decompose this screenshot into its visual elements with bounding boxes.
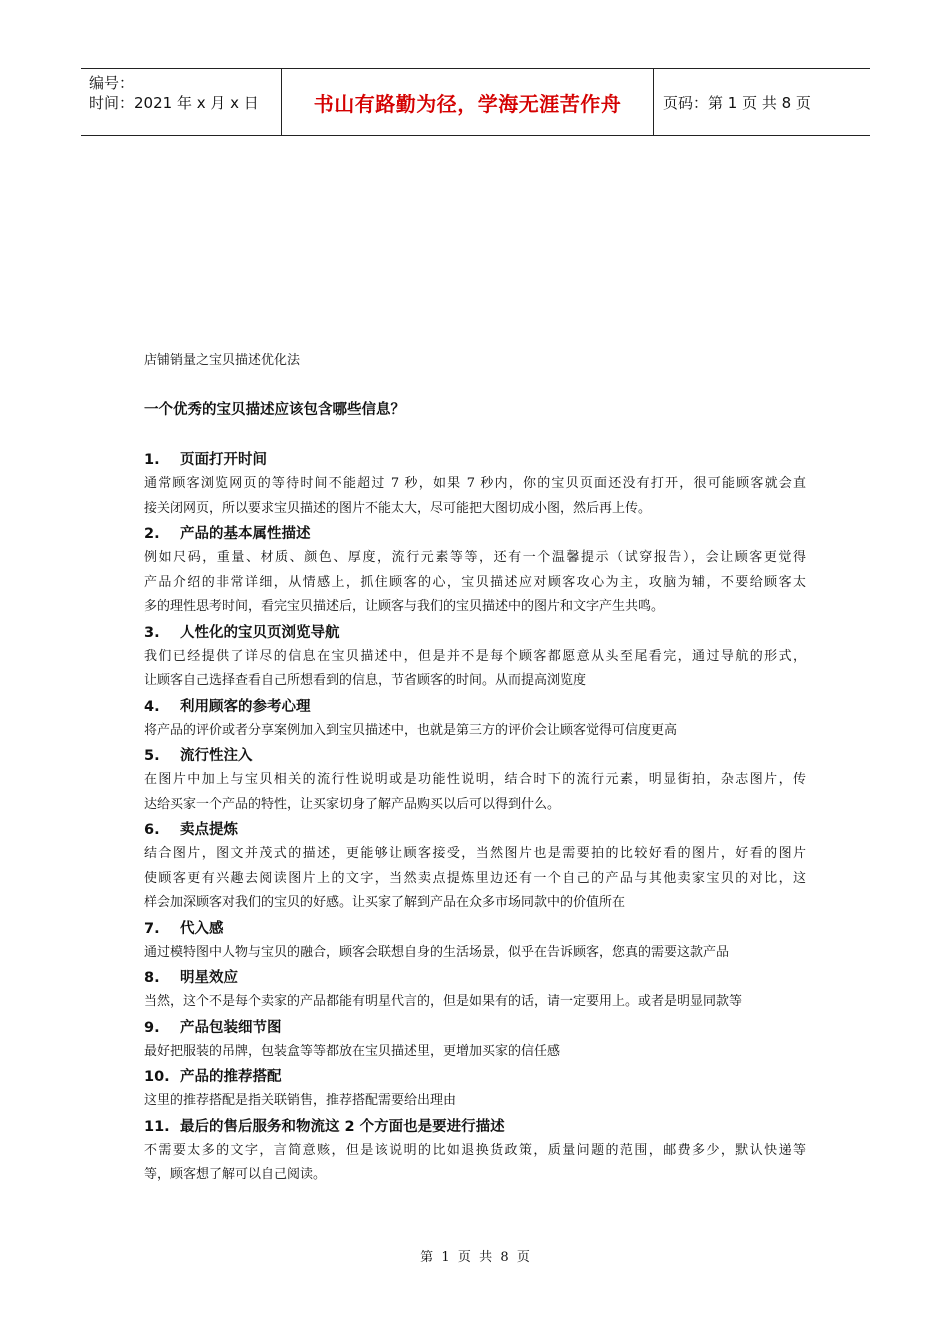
section-heading (144, 1117, 505, 1137)
section-number: 6. (144, 822, 160, 838)
section-heading (144, 820, 238, 840)
section-heading-text: 明星效应 (180, 970, 238, 986)
section-heading-text: 卖点提炼 (180, 822, 238, 838)
section-body-line: 最好把服装的吊牌，包装盒等等都放在宝贝描述里，更增加买家的信任感 (144, 1043, 561, 1059)
section-body-line: 接关闭网页，所以要求宝贝描述的图片不能太大，尽可能把大图切成小图，然后再上传。 (144, 500, 652, 516)
page-header (81, 68, 870, 136)
section-heading (144, 1018, 282, 1038)
section-number: 3. (144, 624, 160, 641)
section-number: 11. (144, 1118, 170, 1135)
section-body-line: 我们已经提供了详尽的信息在宝贝描述中，但是并不是每个顾客都愿意从头至尾看完，通过导航的形式， (144, 648, 806, 664)
header-divider (653, 69, 654, 135)
section-body-line: 让顾客自己选择查看自己所想看到的信息，节省顾客的时间。从而提高浏览度 (144, 673, 587, 688)
page-footer: 第 1 页 共 8 页 (420, 1250, 530, 1265)
section-heading-text: 页面打开时间 (180, 452, 267, 468)
section-heading (144, 968, 238, 988)
section-heading (144, 697, 311, 717)
section-body-line: 多的理性思考时间，看完宝贝描述后，让顾客与我们的宝贝描述中的图片和文字产生共鸣。 (144, 599, 665, 614)
section-heading (144, 623, 340, 643)
section-body-line: 使顾客更有兴趣去阅读图片上的文字，当然卖点提炼里边还有一个自己的产品与其他卖家宝贝的对比，这 (144, 870, 806, 886)
header-motto: 书山有路勤为径，学海无涯苦作舟 (313, 92, 622, 116)
section-body-line: 结合图片，图文并茂式的描述，更能够让顾客接受，当然图片也是需要拍的比较好看的图片，好看的图片 (144, 846, 806, 861)
section-number: 7. (144, 920, 160, 937)
section-number: 4. (144, 698, 160, 715)
section-body-line: 达给买家一个产品的特性，让买家切身了解产品购买以后可以得到什么。 (144, 796, 561, 812)
section-heading-text: 流行性注入 (180, 748, 253, 764)
section-number: 8. (144, 970, 160, 986)
section-heading-text: 产品的推荐搭配 (180, 1069, 282, 1085)
section-heading (144, 450, 267, 470)
section-body-line: 通常顾客浏览网页的等待时间不能超过 7 秒，如果 7 秒内，你的宝贝页面还没有打开，很可能顾客就会直 (144, 476, 806, 491)
section-body-line: 样会加深顾客对我们的宝贝的好感。让买家了解到产品在众多市场同款中的价值所在 (144, 895, 626, 910)
section-heading-text: 产品的基本属性描述 (180, 526, 311, 542)
time-label: 时间：2021 年 x 月 x 日 (89, 94, 259, 112)
section-heading (144, 746, 253, 766)
section-heading (144, 919, 224, 939)
section-number: 1. (144, 452, 160, 468)
section-heading (144, 1067, 282, 1087)
section-number: 5. (144, 748, 160, 764)
section-number: 2. (144, 526, 160, 542)
header-page-info: 页码：第 1 页 共 8 页 (663, 94, 811, 112)
section-heading-text: 代入感 (180, 920, 224, 937)
section-body-line: 通过模特图中人物与宝贝的融合，顾客会联想自身的生活场景，似乎在告诉顾客，您真的需要这款产品 (144, 944, 730, 960)
section-body-line: 等，顾客想了解可以自己阅读。 (144, 1167, 327, 1182)
section-body-line: 产品介绍的非常详细，从情感上，抓住顾客的心，宝贝描述应对顾客攻心为主，攻脑为辅，不要给顾客太 (144, 574, 806, 590)
section-body-line: 将产品的评价或者分享案例加入到宝贝描述中，也就是第三方的评价会让顾客觉得可信度更高 (144, 722, 678, 738)
document-title: 店铺销量之宝贝描述优化法 (144, 353, 301, 368)
number-label: 编号： (89, 74, 135, 92)
section-heading (144, 524, 311, 544)
section-heading-text: 利用顾客的参考心理 (180, 698, 311, 715)
section-body-line: 当然，这个不是每个卖家的产品都能有明星代言的，但是如果有的话，请一定要用上。或者是明显同款等 (144, 994, 743, 1009)
section-body-line: 这里的推荐搭配是指关联销售，推荐搭配需要给出理由 (144, 1093, 457, 1108)
section-heading-text: 产品包装细节图 (180, 1019, 282, 1036)
document-question: 一个优秀的宝贝描述应该包含哪些信息？ (144, 402, 405, 418)
section-body-line: 例如尺码，重量、材质、颜色、厚度，流行元素等等，还有一个温馨提示（试穿报告），会让顾客更觉得 (144, 550, 806, 565)
section-heading-text: 人性化的宝贝页浏览导航 (180, 624, 340, 641)
section-number: 10. (144, 1069, 170, 1085)
section-number: 9. (144, 1019, 160, 1036)
section-body-line: 在图片中加上与宝贝相关的流行性说明或是功能性说明，结合时下的流行元素，明显街拍，杂志图片，传 (144, 772, 806, 787)
section-heading-text: 最后的售后服务和物流这 2 个方面也是要进行描述 (180, 1118, 505, 1135)
header-meta (89, 73, 259, 113)
section-body-line: 不需要太多的文字，言简意赅，但是该说明的比如退换货政策，质量问题的范围，邮费多少，默认快递等 (144, 1142, 806, 1158)
